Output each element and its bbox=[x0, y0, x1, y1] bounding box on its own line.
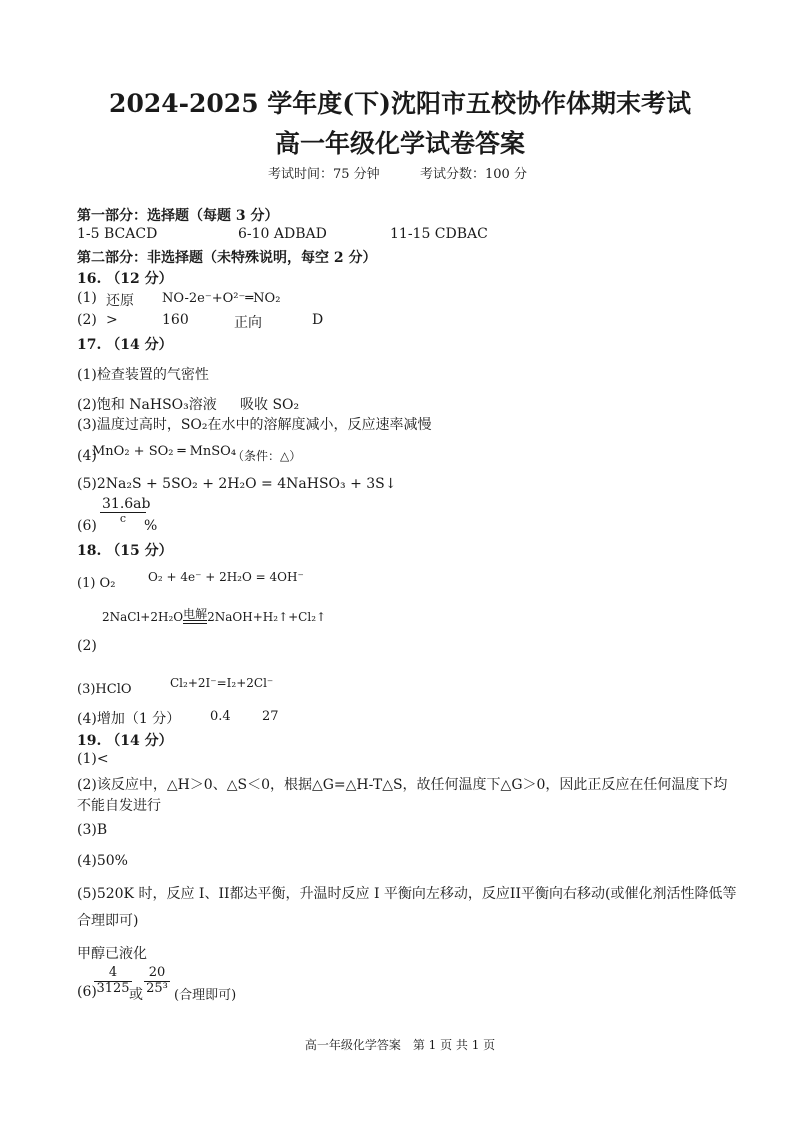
part1-heading: 第一部分：选择题（每题 3 分） bbox=[77, 208, 279, 224]
q16-heading: 16. （12 分） bbox=[77, 271, 173, 287]
q18-a2-equation bbox=[102, 608, 326, 624]
q19-a6-f2-numerator: 20 bbox=[144, 966, 170, 982]
q17-a4-label: (4) bbox=[77, 448, 97, 464]
q19-a1: (1)< bbox=[77, 751, 109, 767]
q19-a2-line-1: (2)该反应中，△H＞0、△S＜0，根据△G=△H-T△S，故任何温度下△G＞0，因此正反应在任何温度下均 bbox=[77, 777, 728, 793]
q19-a3: (3)B bbox=[77, 822, 108, 838]
q17-a1: (1)检查装置的气密性 bbox=[77, 367, 209, 383]
q18-heading: 18. （15 分） bbox=[77, 543, 173, 559]
page-footer: 高一年级化学答案 第 1 页 共 1 页 bbox=[304, 1038, 496, 1052]
q19-a6-f1-denominator: 3125 bbox=[96, 980, 130, 996]
q17-a6-label: (6) bbox=[77, 518, 97, 534]
q19-a6-or: 或 bbox=[129, 987, 143, 1003]
answer-group-3: 11-15 CDBAC bbox=[390, 226, 488, 242]
q16-a2-value-4: D bbox=[312, 312, 324, 328]
answer-group-1: 1-5 BCACD bbox=[77, 226, 158, 242]
q18-a4-label: (4)增加（1 分） bbox=[77, 711, 181, 727]
q17-a6-unit: % bbox=[144, 518, 158, 534]
part2-heading: 第二部分：非选择题（未特殊说明，每空 2 分） bbox=[77, 250, 377, 266]
exam-score: 考试分数：100 分 bbox=[420, 167, 527, 182]
q19-a5-line-2: 合理即可) bbox=[77, 913, 139, 929]
q17-a6-fraction bbox=[100, 496, 151, 526]
q19-a4: (4)50% bbox=[77, 853, 128, 869]
q16-a2-value-1: > bbox=[106, 312, 118, 328]
q16-a2-value-2: 160 bbox=[162, 312, 189, 328]
q19-a6-fraction-1 bbox=[94, 966, 132, 997]
q17-a6-numerator: 31.6ab bbox=[102, 496, 151, 512]
q19-a6-fraction-2 bbox=[144, 966, 170, 997]
q17-a2-purpose: 吸收 SO₂ bbox=[240, 397, 300, 413]
q18-a2-condition: 电解 bbox=[183, 607, 208, 621]
q18-a2-electrolysis-sign bbox=[183, 608, 207, 624]
q18-a2-reactants: 2NaCl+2H₂O bbox=[102, 610, 184, 624]
document-title: 2024-2025 学年度(下)沈阳市五校协作体期末考试 bbox=[109, 89, 691, 118]
q19-a6-f2-denominator: 25³ bbox=[146, 980, 168, 996]
q17-a3: (3)温度过高时，SO₂在水中的溶解度减小，反应速率减慢 bbox=[77, 417, 432, 433]
q18-a2-label: (2) bbox=[77, 638, 97, 654]
q18-a2-products: 2NaOH+H₂↑+Cl₂↑ bbox=[207, 610, 327, 624]
exam-time: 考试时间：75 分钟 bbox=[268, 167, 380, 182]
q17-a2: (2)饱和 NaHSO₃溶液 bbox=[77, 397, 217, 413]
q19-heading: 19. （14 分） bbox=[77, 733, 173, 749]
q17-a5: (5)2Na₂S + 5SO₂ + 2H₂O = 4NaHSO₃ + 3S↓ bbox=[77, 476, 397, 492]
q19-a6-note: (合理即可) bbox=[174, 988, 237, 1003]
q16-a1-equation: NO-2e⁻+O²⁻═NO₂ bbox=[162, 291, 281, 306]
q17-a4-condition: （条件：△） bbox=[232, 449, 302, 463]
q16-a1-label: (1) bbox=[77, 290, 97, 306]
q18-a3-equation: Cl₂+2I⁻=I₂+2Cl⁻ bbox=[170, 676, 274, 690]
document-subtitle: 高一年级化学试卷答案 bbox=[274, 129, 525, 158]
q19-a6-label: (6) bbox=[77, 984, 97, 1000]
q19-a2-line-2: 不能自发进行 bbox=[77, 798, 161, 814]
q17-a6-denominator: c bbox=[119, 512, 127, 526]
q17-a4-equation: MnO₂ + SO₂ ═ MnSO₄ bbox=[92, 444, 237, 459]
q18-a4-value-1: 0.4 bbox=[210, 709, 231, 724]
q18-a4-value-2: 27 bbox=[262, 709, 279, 724]
q18-a1-label: (1) O₂ bbox=[77, 576, 116, 591]
answer-group-2: 6-10 ADBAD bbox=[238, 226, 327, 242]
q17-heading: 17. （14 分） bbox=[77, 337, 173, 353]
q19-extra-note: 甲醇已液化 bbox=[77, 946, 147, 962]
q16-a1-text: 还原 bbox=[106, 293, 134, 309]
q16-a2-value-3: 正向 bbox=[234, 315, 262, 331]
q19-a6-f1-numerator: 4 bbox=[94, 966, 132, 982]
q18-a2-equals-bar bbox=[183, 620, 207, 624]
q19-a5-line-1: (5)520K 时，反应 I、II都达平衡，升温时反应 I 平衡向左移动，反应II平衡向右移动(或催化剂活性降低等 bbox=[77, 886, 737, 902]
q18-a1-equation: O₂ + 4e⁻ + 2H₂O = 4OH⁻ bbox=[148, 570, 304, 584]
q18-a3-label: (3)HClO bbox=[77, 682, 132, 697]
q16-a2-label: (2) bbox=[77, 312, 97, 328]
